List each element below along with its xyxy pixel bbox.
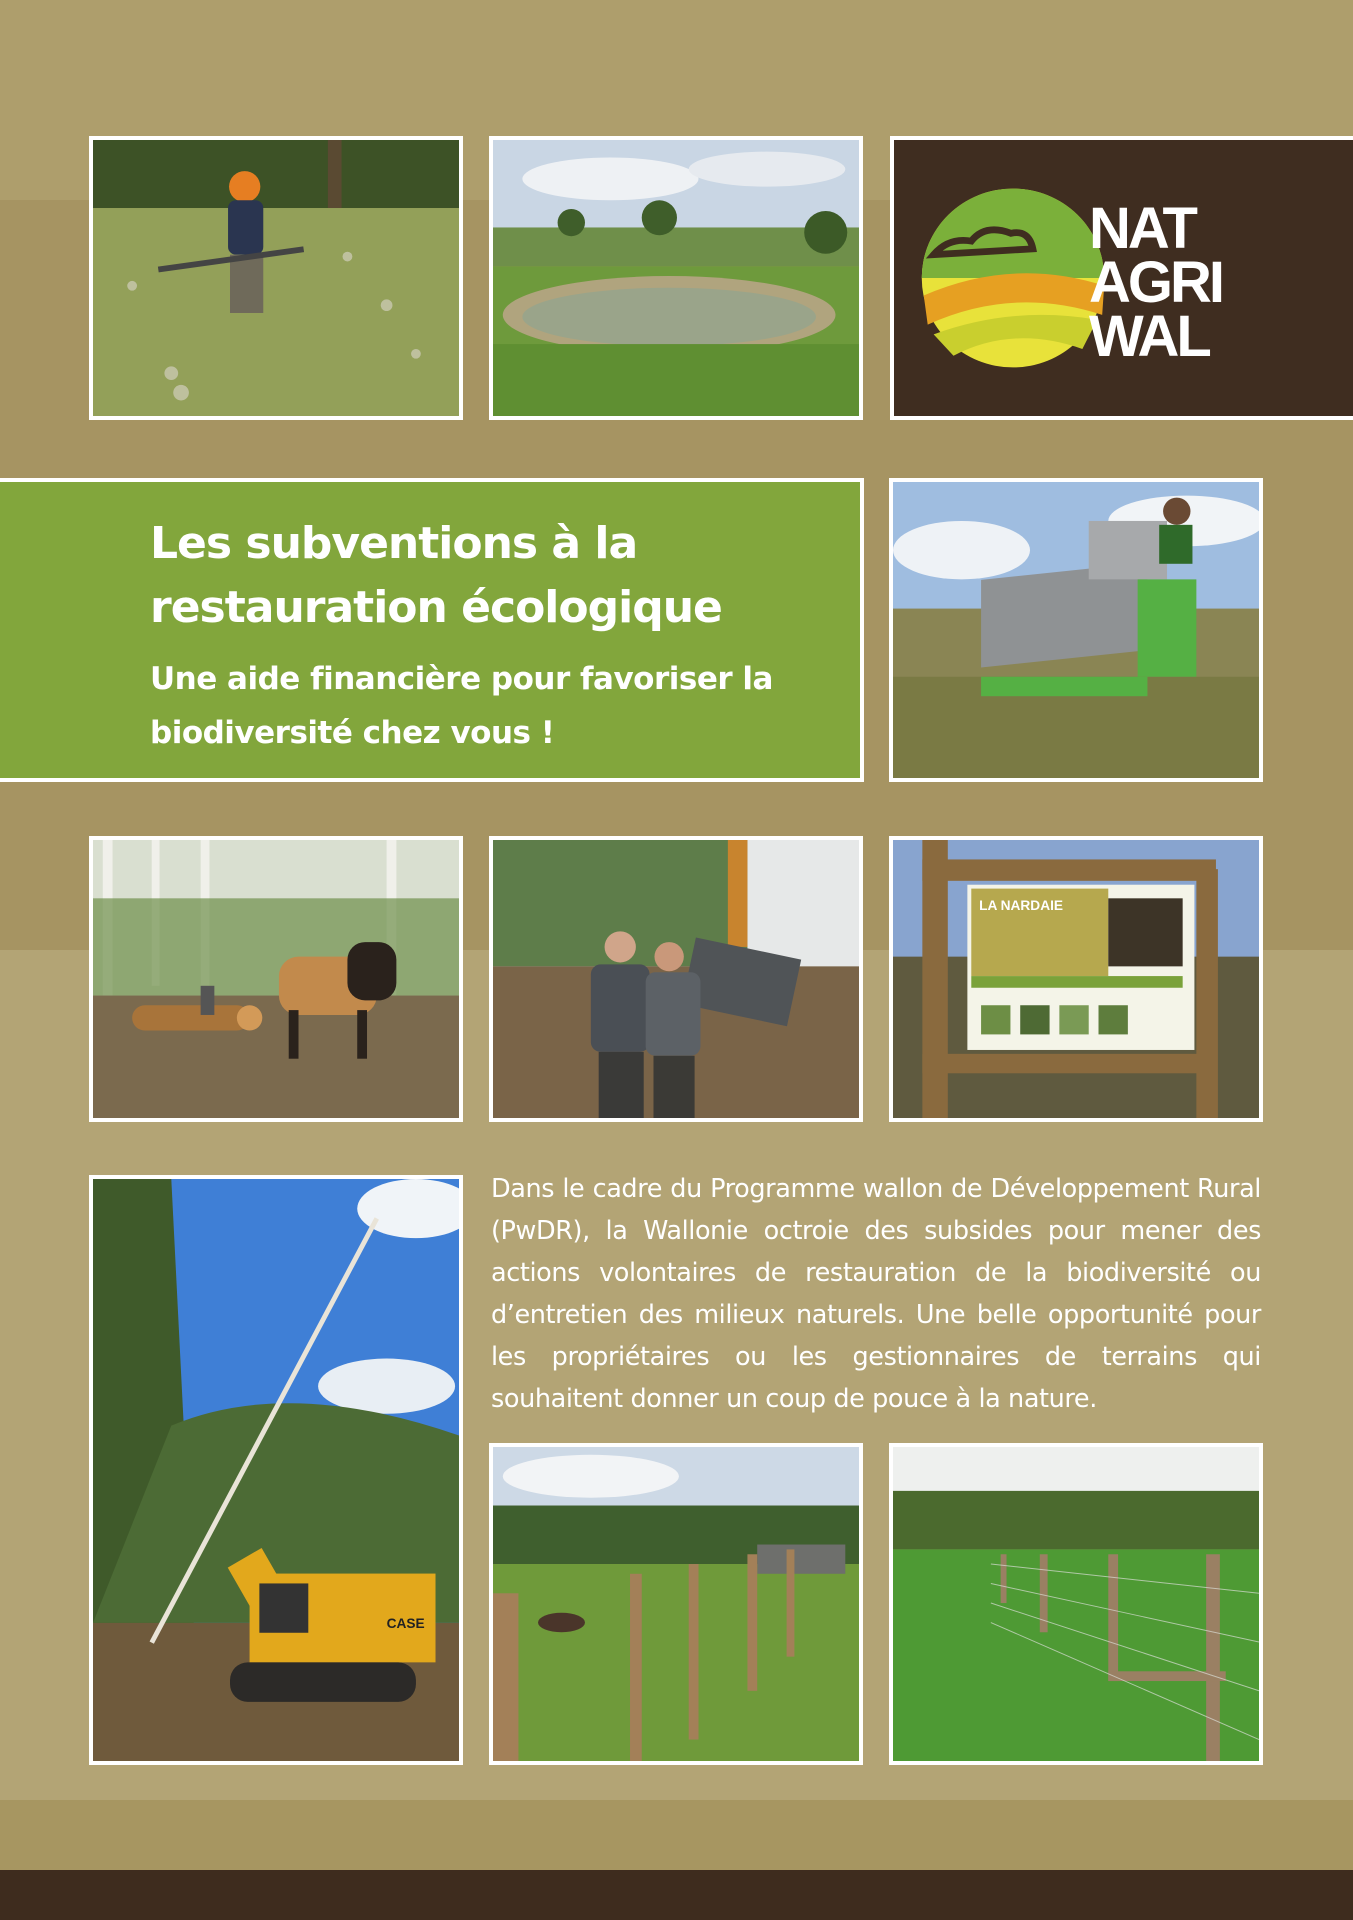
photo-information-board	[889, 836, 1263, 1122]
page-title: Les subventions à la restauration écologique	[150, 518, 722, 633]
excavator-brand-label: CASE	[386, 1615, 425, 1631]
photo-fenced-meadow	[889, 1443, 1263, 1765]
page-subtitle: Une aide financière pour favoriser la biodiversité chez vous !	[150, 661, 773, 751]
photo-pond	[489, 136, 863, 420]
headline-panel	[0, 478, 864, 782]
intro-paragraph: Dans le cadre du Programme wallon de Développement Rural (PwDR), la Wallonie octroie des subsides pour mener des actions volontaires de restauration de la biodiversité ou d’entretien des milieux naturels. Une belle opportunité pour les propriétaires ou les gestionnaires de terrains qui souhaitent donner un coup de pouce à la nature.	[491, 1174, 1261, 1414]
background-band-footer	[0, 1800, 1353, 1870]
photo-seed-harvester	[889, 478, 1263, 782]
board-heading: LA NARDAIE	[979, 898, 1064, 913]
photo-horse-logging	[89, 836, 463, 1122]
logo-line-wal: WAL	[1089, 304, 1209, 369]
photo-worker-brushcutter	[89, 136, 463, 420]
photo-planted-trees	[489, 1443, 863, 1765]
logo-line-agri: AGRI	[1089, 250, 1222, 315]
photo-tree-felling-excavator	[89, 1175, 463, 1765]
bottom-bar	[0, 1870, 1353, 1920]
logo-line-nat: NAT	[1089, 196, 1195, 261]
natagriwal-wordmark	[1089, 196, 1222, 369]
photo-two-men-excavator	[489, 836, 863, 1122]
natagriwal-logo-panel	[890, 136, 1353, 420]
